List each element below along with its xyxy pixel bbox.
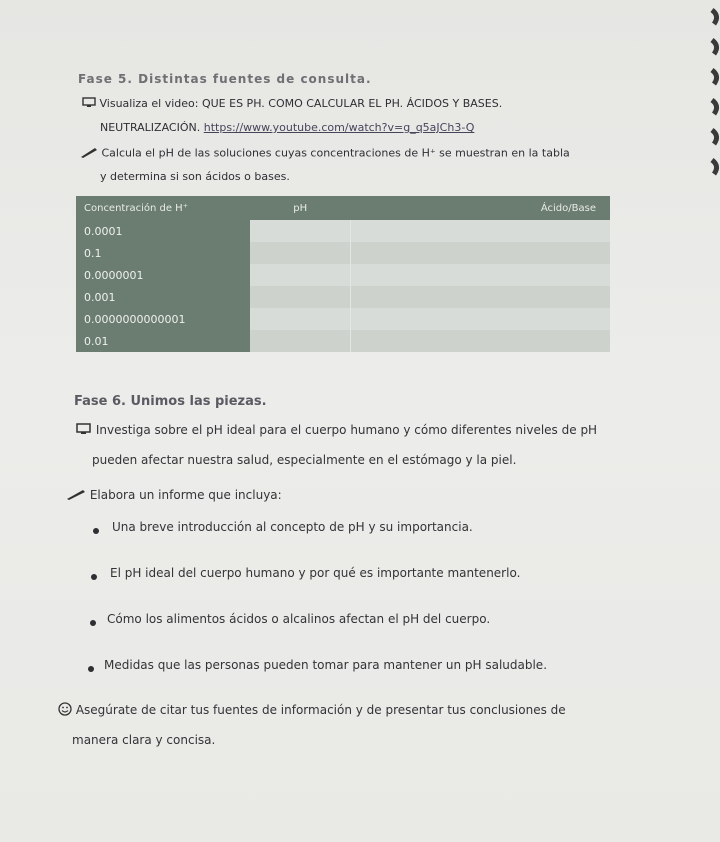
video-url-link[interactable]: https://www.youtube.com/watch?v=g_q5aJCh3-Q [203,121,475,134]
elabora-text: Elabora un informe que incluya: [89,488,282,502]
video-instruction-line2 [100,121,474,134]
concentration-cell: 0.001 [76,286,250,308]
ph-cell[interactable] [250,220,350,242]
acid-base-cell[interactable] [350,220,610,242]
bullet-item-1: Una breve introducción al concepto de pH y su importancia. [112,520,473,534]
phase6-title: Fase 6. Unimos las piezas. [74,394,267,409]
ph-cell[interactable] [250,308,350,330]
table-header-row [76,196,610,220]
ph-table [76,196,610,352]
table-row [76,308,610,330]
calc-instruction-line1 [80,146,570,161]
phase5-title: Fase 5. Distintas fuentes de consulta. [78,72,372,86]
video-instruction-line1 [82,97,502,111]
bullet-item-3: Cómo los alimentos ácidos o alcalinos afectan el pH del cuerpo. [107,612,491,626]
table-row [76,242,610,264]
pencil-icon [80,146,98,161]
acid-base-cell[interactable] [350,286,610,308]
header-concentration: Concentración de H⁺ [76,196,250,220]
bullet-item-4: Medidas que las personas pueden tomar para mantener un pH saludable. [104,658,548,672]
investiga-line1-text: Investiga sobre el pH ideal para el cuerpo humano y cómo diferentes niveles de pH [95,423,598,437]
closing-line1 [58,702,566,719]
acid-base-cell[interactable] [350,330,610,352]
header-acid-base: Ácido/Base [350,196,610,220]
concentration-cell: 0.01 [76,330,250,352]
ph-cell[interactable] [250,242,350,264]
smiley-icon [58,702,72,719]
investiga-line2-text: pueden afectar nuestra salud, especialmente en el estómago y la piel. [92,453,517,467]
calc-line2-text: y determina si son ácidos o bases. [100,170,290,183]
video-line2-prefix: NEUTRALIZACIÓN. [100,121,201,134]
table-row [76,220,610,242]
table-row [76,330,610,352]
bullet-dot [93,528,99,534]
acid-base-cell[interactable] [350,308,610,330]
calc-line1-text: Calcula el pH de las soluciones cuyas concentraciones de H⁺ se muestran en la tabla [101,146,570,160]
closing-line2-text: manera clara y concisa. [72,733,216,747]
table-row [76,286,610,308]
ph-cell[interactable] [250,264,350,286]
page-edge-curls [672,0,720,200]
investiga-line1 [76,423,597,438]
header-ph: pH [250,196,350,220]
bullet-item-2: El pH ideal del cuerpo humano y por qué es importante mantenerlo. [110,566,521,580]
elabora-line [66,488,282,503]
ph-cell[interactable] [250,330,350,352]
concentration-cell: 0.1 [76,242,250,264]
table-row [76,264,610,286]
bullet-dot [91,574,97,580]
video-line1-text: Visualiza el video: QUE ES PH. COMO CALCULAR EL PH. ÁCIDOS Y BASES. [99,97,503,110]
acid-base-cell[interactable] [350,264,610,286]
concentration-cell: 0.0001 [76,220,250,242]
bullet-dot [88,666,94,672]
concentration-cell: 0.0000000000001 [76,308,250,330]
ph-cell[interactable] [250,286,350,308]
pencil-icon [66,488,86,503]
computer-icon [76,423,92,438]
closing-line1-text: Asegúrate de citar tus fuentes de información y de presentar tus conclusiones de [75,703,566,717]
bullet-dot [90,620,96,626]
video-screen-icon [82,97,96,111]
concentration-cell: 0.0000001 [76,264,250,286]
acid-base-cell[interactable] [350,242,610,264]
